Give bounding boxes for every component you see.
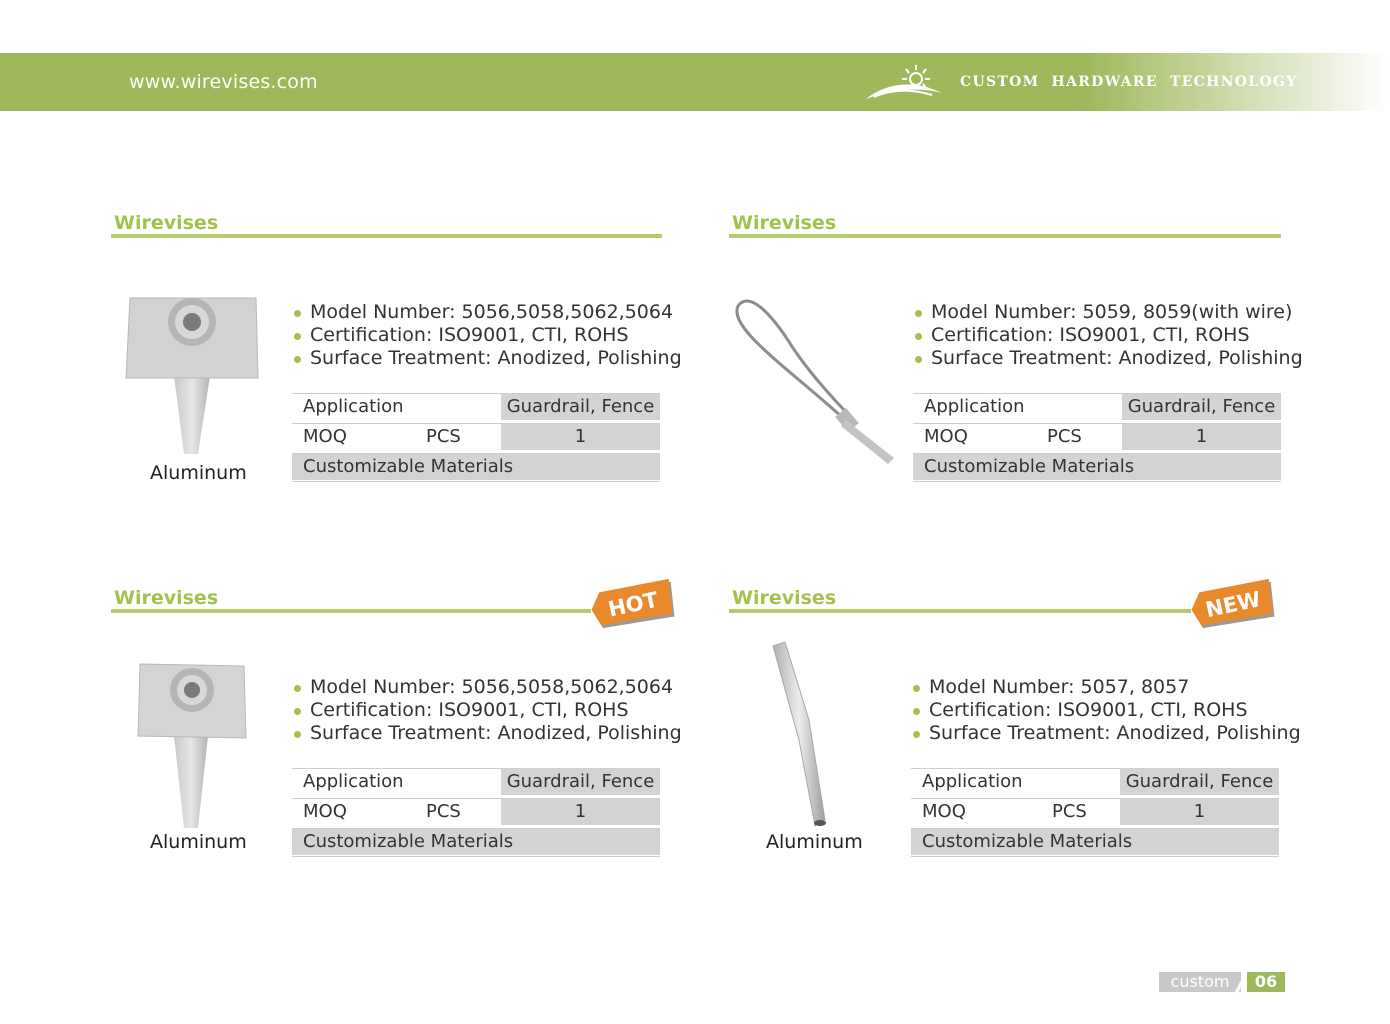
- spec-item: Surface Treatment: Anodized, Polishing: [294, 722, 682, 745]
- page-number: 06: [1247, 972, 1285, 992]
- footer-label: custom: [1159, 972, 1241, 992]
- title-underline: [111, 609, 591, 613]
- table-bottom-rule: [292, 856, 660, 857]
- title-underline: [111, 234, 662, 238]
- table-row: [292, 798, 660, 825]
- application-value: Guardrail, Fence: [1122, 394, 1281, 420]
- new-badge-text: NEW: [1203, 587, 1264, 624]
- spec-item: Certification: ISO9001, CTI, ROHS: [915, 324, 1303, 347]
- spec-item: Certification: ISO9001, CTI, ROHS: [294, 699, 682, 722]
- header-band: [0, 53, 1390, 111]
- table-row: [292, 423, 660, 450]
- spec-item: Certification: ISO9001, CTI, ROHS: [913, 699, 1301, 722]
- spec-item: Surface Treatment: Anodized, Polishing: [915, 347, 1303, 370]
- bullet-dot-icon: [294, 356, 301, 363]
- bullet-dot-icon: [294, 708, 301, 715]
- table-bottom-rule: [913, 481, 1281, 482]
- spec-item: Surface Treatment: Anodized, Polishing: [913, 722, 1301, 745]
- material-label: Aluminum: [766, 831, 863, 853]
- spec-item: Model Number: 5056,5058,5062,5064: [294, 301, 682, 324]
- table-row: [292, 453, 660, 480]
- moq-label: MOQ: [303, 801, 347, 822]
- moq-value: 1: [501, 424, 660, 450]
- table-row: [911, 828, 1279, 855]
- wirevise-with-wire-photo: [728, 298, 898, 468]
- moq-label: MOQ: [303, 426, 347, 447]
- moq-unit: PCS: [1047, 426, 1082, 447]
- customizable-label: Customizable Materials: [922, 831, 1133, 852]
- spec-item: Model Number: 5059, 8059(with wire): [915, 301, 1303, 324]
- table-row: [913, 393, 1281, 420]
- product-title: Wirevises: [114, 587, 219, 609]
- spec-item: Model Number: 5057, 8057: [913, 676, 1301, 699]
- product-title: Wirevises: [732, 587, 837, 609]
- table-row: [913, 453, 1281, 480]
- material-label: Aluminum: [150, 831, 247, 853]
- title-underline: [729, 609, 1191, 613]
- table-row: [292, 828, 660, 855]
- spec-list: [915, 301, 1303, 370]
- table-row: [292, 768, 660, 795]
- customizable-label: Customizable Materials: [924, 456, 1135, 477]
- application-label: Application: [922, 771, 1023, 792]
- spec-list: [913, 676, 1301, 745]
- bullet-dot-icon: [294, 333, 301, 340]
- moq-value: 1: [1120, 799, 1279, 825]
- customizable-label: Customizable Materials: [303, 831, 514, 852]
- bullet-dot-icon: [913, 685, 920, 692]
- customizable-label: Customizable Materials: [303, 456, 514, 477]
- table-row: [913, 423, 1281, 450]
- bullet-dot-icon: [915, 356, 922, 363]
- title-underline: [729, 234, 1281, 238]
- application-label: Application: [303, 771, 404, 792]
- spec-list: [294, 301, 682, 370]
- new-badge-icon: [1188, 575, 1278, 631]
- moq-label: MOQ: [924, 426, 968, 447]
- application-label: Application: [303, 396, 404, 417]
- site-url[interactable]: www.wirevises.com: [129, 71, 318, 93]
- application-value: Guardrail, Fence: [501, 769, 660, 795]
- table-row: [292, 393, 660, 420]
- moq-value: 1: [501, 799, 660, 825]
- bullet-dot-icon: [913, 731, 920, 738]
- hot-badge-text: HOT: [606, 587, 661, 623]
- product-title: Wirevises: [732, 212, 837, 234]
- bullet-dot-icon: [913, 708, 920, 715]
- spec-list: [294, 676, 682, 745]
- page-footer-tag: [1159, 972, 1287, 992]
- sun-leaf-logo-icon: [864, 63, 946, 103]
- spec-item: Surface Treatment: Anodized, Polishing: [294, 347, 682, 370]
- wirevise-plate-photo: [124, 296, 260, 456]
- spec-item: Model Number: 5056,5058,5062,5064: [294, 676, 682, 699]
- table-row: [911, 798, 1279, 825]
- material-label: Aluminum: [150, 462, 247, 484]
- tagline: CUSTOM HARDWARE TECHNOLOGY: [960, 74, 1298, 90]
- moq-label: MOQ: [922, 801, 966, 822]
- moq-unit: PCS: [1052, 801, 1087, 822]
- wirevise-tube-photo: [765, 640, 849, 830]
- wirevise-plate-photo: [136, 662, 248, 830]
- table-bottom-rule: [292, 481, 660, 482]
- application-value: Guardrail, Fence: [501, 394, 660, 420]
- bullet-dot-icon: [294, 310, 301, 317]
- product-title: Wirevises: [114, 212, 219, 234]
- moq-unit: PCS: [426, 426, 461, 447]
- bullet-dot-icon: [294, 731, 301, 738]
- application-value: Guardrail, Fence: [1120, 769, 1279, 795]
- bullet-dot-icon: [294, 685, 301, 692]
- hot-badge-icon: [588, 575, 678, 631]
- moq-value: 1: [1122, 424, 1281, 450]
- table-row: [911, 768, 1279, 795]
- table-bottom-rule: [911, 856, 1279, 857]
- spec-item: Certification: ISO9001, CTI, ROHS: [294, 324, 682, 347]
- bullet-dot-icon: [915, 310, 922, 317]
- bullet-dot-icon: [915, 333, 922, 340]
- application-label: Application: [924, 396, 1025, 417]
- moq-unit: PCS: [426, 801, 461, 822]
